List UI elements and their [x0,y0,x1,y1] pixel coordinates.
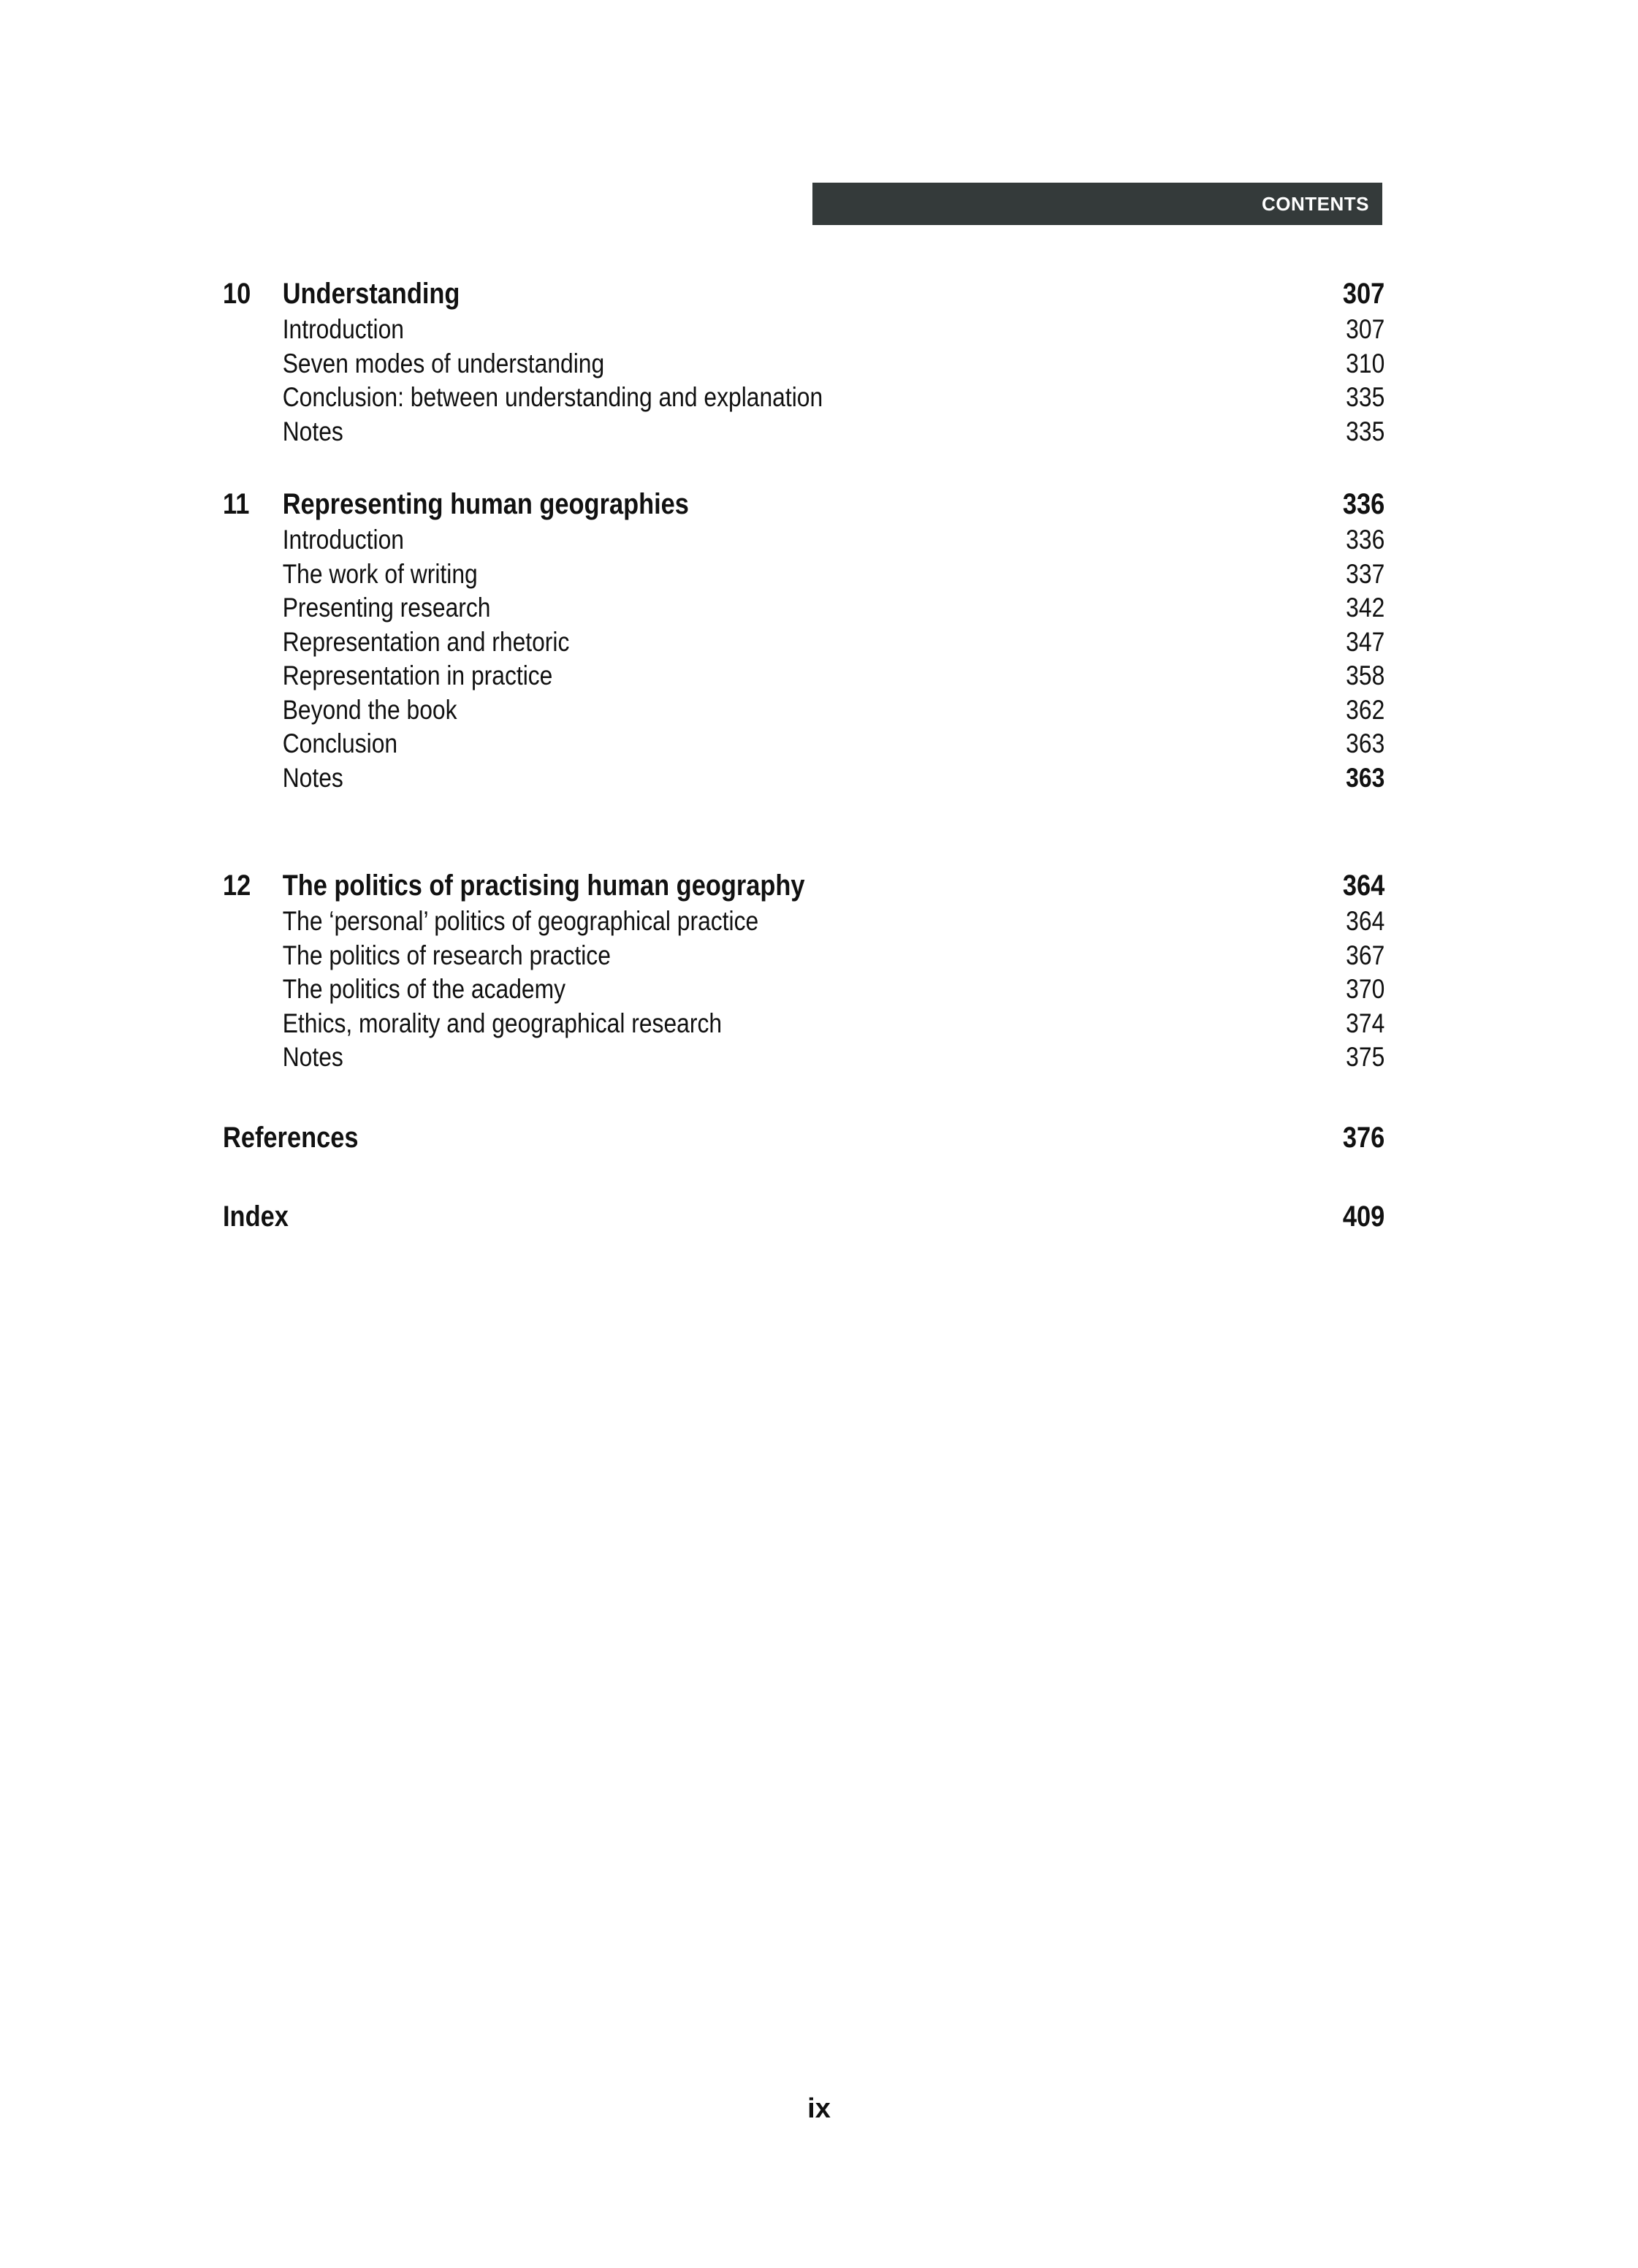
section-page-number: 363 [1346,762,1385,793]
toc-entry[interactable] [223,1042,1384,1076]
toc-entry[interactable] [223,627,1384,661]
toc-entry[interactable] [223,416,1384,451]
chapter-number: 12 [223,869,251,902]
toc-entry[interactable] [223,1008,1384,1043]
section-page-number: 374 [1346,1008,1385,1038]
chapter-heading-row[interactable] [223,278,1384,314]
chapter-heading-row[interactable] [223,869,1384,906]
chapter-title: The politics of practising human geography [282,869,805,902]
section-page-number: 335 [1346,416,1385,446]
chapter-page-number: 364 [1342,869,1385,902]
section-title: The ‘personal’ politics of geographical practice [282,906,759,936]
toc-entry[interactable] [223,525,1384,559]
toc-entry[interactable] [223,559,1384,593]
chapter-page-number: 336 [1342,488,1385,520]
section-title: Representation and rhetoric [282,626,570,657]
section-page-number: 310 [1346,348,1385,378]
toc-entry[interactable] [223,661,1384,695]
section-title: Representation in practice [282,661,553,690]
toc-chapter-10 [223,278,1384,450]
section-title: Introduction [282,525,404,555]
section-title: Presenting research [282,593,491,623]
section-title: Conclusion [282,728,398,758]
section-page-number: 358 [1346,661,1385,690]
running-header-label: CONTENTS [1262,192,1369,215]
section-page-number: 335 [1346,382,1385,412]
section-title: Beyond the book [282,694,457,725]
section-page-number: 347 [1346,626,1385,657]
toc-entry[interactable] [223,974,1384,1008]
references-page-number: 376 [1342,1121,1385,1154]
references-title: References [223,1121,359,1154]
toc-index [223,1200,1384,1237]
section-title: Seven modes of understanding [282,348,605,378]
section-title: Notes [282,416,343,446]
index-title: Index [223,1200,289,1233]
section-title: Introduction [282,314,404,344]
toc-entry[interactable] [223,593,1384,627]
toc-entry[interactable] [223,695,1384,729]
back-matter-row[interactable] [223,1200,1384,1237]
toc-entry[interactable] [223,314,1384,349]
section-page-number: 342 [1346,593,1385,623]
toc-entry[interactable] [223,382,1384,416]
chapter-heading-row[interactable] [223,488,1384,525]
chapter-number: 10 [223,278,251,310]
chapter-page-number: 307 [1342,278,1385,310]
toc-references [223,1122,1384,1158]
running-header-bar [812,183,1382,225]
section-title: The politics of research practice [282,940,611,970]
section-title: Conclusion: between understanding and explanation [282,382,823,412]
section-title: Ethics, morality and geographical research [282,1008,723,1038]
toc-entry[interactable] [223,906,1384,940]
toc-entry[interactable] [223,728,1384,763]
section-page-number: 337 [1346,558,1385,589]
section-page-number: 367 [1346,940,1385,970]
section-page-number: 362 [1346,694,1385,725]
table-of-contents [223,278,1384,1275]
toc-chapter-12 [223,869,1384,1076]
section-title: The work of writing [282,558,478,589]
index-page-number: 409 [1342,1200,1385,1233]
section-page-number: 370 [1346,974,1385,1004]
back-matter-row[interactable] [223,1122,1384,1158]
chapter-title: Understanding [282,278,460,310]
toc-entry[interactable] [223,763,1384,797]
section-page-number: 363 [1346,728,1385,758]
section-title: Notes [282,1042,343,1072]
toc-entry[interactable] [223,940,1384,975]
toc-entry[interactable] [223,349,1384,383]
section-page-number: 375 [1346,1042,1385,1072]
page-folio: ix [807,2093,831,2124]
section-page-number: 364 [1346,906,1385,936]
chapter-number: 11 [223,488,250,520]
section-title: The politics of the academy [282,974,566,1004]
toc-chapter-11 [223,488,1384,796]
chapter-title: Representing human geographies [282,488,689,520]
section-page-number: 307 [1346,314,1385,344]
section-title: Notes [282,762,343,793]
section-page-number: 336 [1346,525,1385,555]
